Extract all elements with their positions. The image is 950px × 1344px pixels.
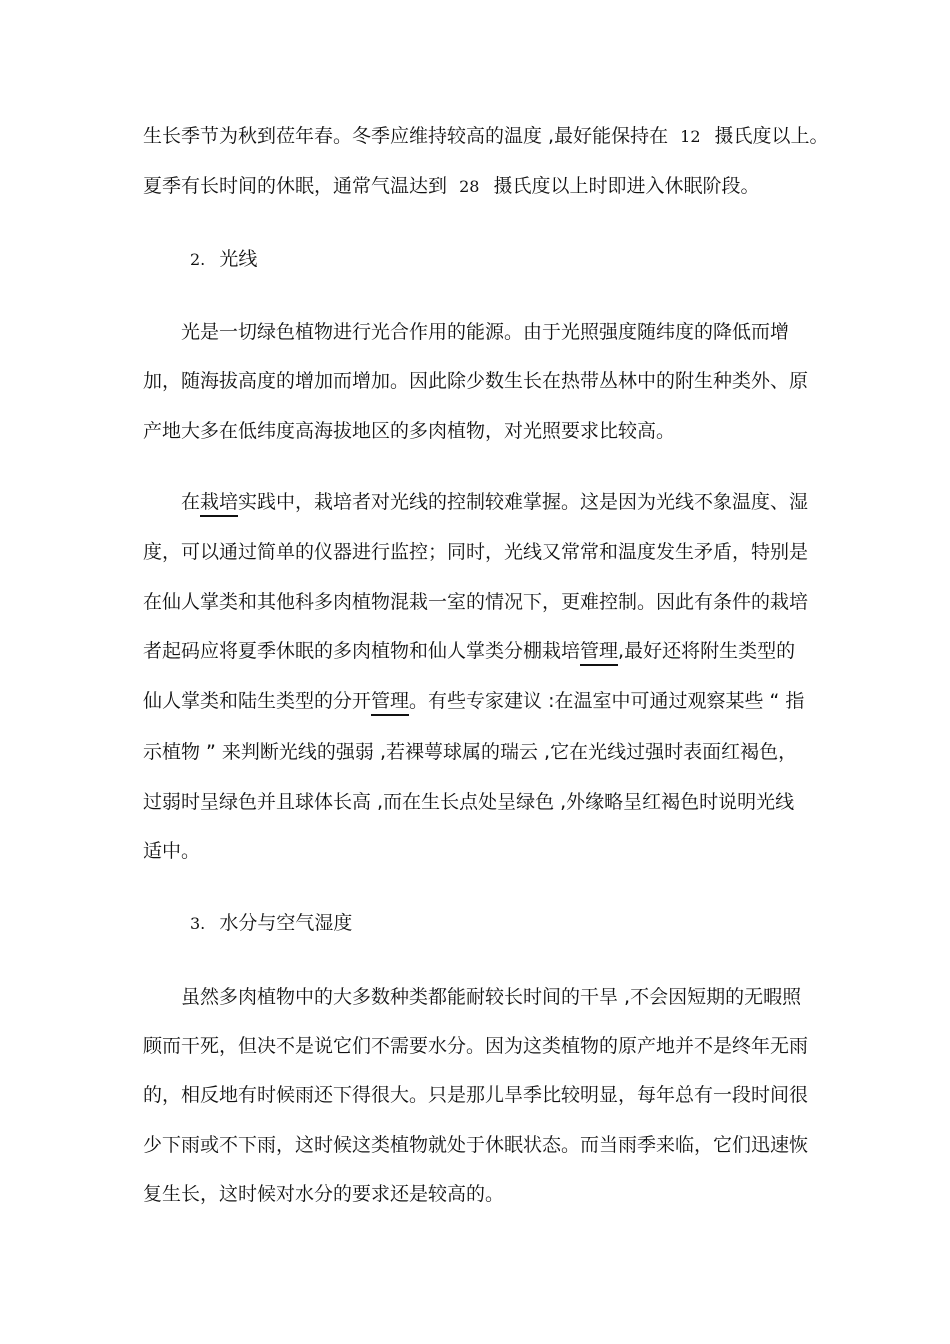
underlined-term: 管理 [580, 640, 618, 666]
text-segment: 在 [181, 491, 201, 513]
text-line [143, 639, 813, 663]
text-segment: 生长季节为秋到莅年春。冬季应维持较高的温度 ,最好能保持在 [143, 125, 669, 147]
text-line: 的，相反地有时候雨还下得很大。只是那儿旱季比较明显，每年总有一段时间很 [143, 1084, 809, 1106]
text-segment: 实践中，栽培者对光线的控制较难掌握。这是因为光线不象温度、湿 [238, 491, 809, 513]
section-title: 水分与空气湿度 [219, 912, 353, 934]
section-heading-light [190, 247, 860, 272]
section-title: 光线 [219, 248, 258, 270]
number-value: 12 [680, 127, 701, 146]
text-segment: 。有些专家建议 :在温室中可通过观察某些 “ 指 [409, 690, 805, 712]
section-number: 2. [190, 250, 206, 269]
text-line: 产地大多在低纬度高海拔地区的多肉植物，对光照要求比较高。 [143, 420, 676, 442]
text-segment: 夏季有长时间的休眠，通常气温达到 [143, 175, 448, 197]
text-segment: 摄氏度以上时即进入休眠阶段。 [493, 175, 760, 197]
text-line: 加，随海拔高度的增加而增加。因此除少数生长在热带丛林中的附生种类外、原 [143, 370, 809, 392]
text-line: 示植物 ” 来判断光线的强弱 ,若裸萼球属的瑞云 ,它在光线过强时表面红褐色， [143, 741, 798, 763]
text-segment: ,最好还将附生类型的 [618, 640, 796, 662]
section-heading-water [190, 911, 860, 936]
text-segment: 仙人掌类和陆生类型的分开 [143, 690, 372, 712]
text-line: 光是一切绿色植物进行光合作用的能源。由于光照强度随纬度的降低而增 [181, 321, 790, 343]
underlined-term: 栽培 [200, 491, 238, 517]
text-segment: 者起码应将夏季休眠的多肉植物和仙人掌类分棚栽培 [143, 640, 581, 662]
text-line: 复生长，这时候对水分的要求还是较高的。 [143, 1183, 505, 1205]
underlined-term: 管理 [371, 690, 409, 716]
text-line: 虽然多肉植物中的大多数种类都能耐较长时间的干旱 ,不会因短期的无暇照 [181, 986, 802, 1008]
text-line [143, 174, 813, 199]
text-line: 顾而干死，但决不是说它们不需要水分。因为这类植物的原产地并不是终年无雨 [143, 1035, 809, 1057]
text-line: 少下雨或不下雨，这时候这类植物就处于休眠状态。而当雨季来临，它们迅速恢 [143, 1134, 809, 1156]
text-segment: 摄氏度以上。 [714, 125, 829, 147]
text-line: 度，可以通过简单的仪器进行监控；同时，光线又常常和温度发生矛盾，特别是 [143, 541, 809, 563]
text-line [143, 124, 829, 149]
text-line: 过弱时呈绿色并且球体长高 ,而在生长点处呈绿色 ,外缘略呈红褐色时说明光线 [143, 791, 795, 813]
section-number: 3. [190, 914, 206, 933]
text-line: 适中。 [143, 840, 201, 862]
text-line: 在仙人掌类和其他科多肉植物混栽一室的情况下，更难控制。因此有条件的栽培 [143, 591, 809, 613]
text-line [181, 490, 851, 514]
text-line [143, 689, 813, 713]
number-value: 28 [459, 177, 480, 196]
